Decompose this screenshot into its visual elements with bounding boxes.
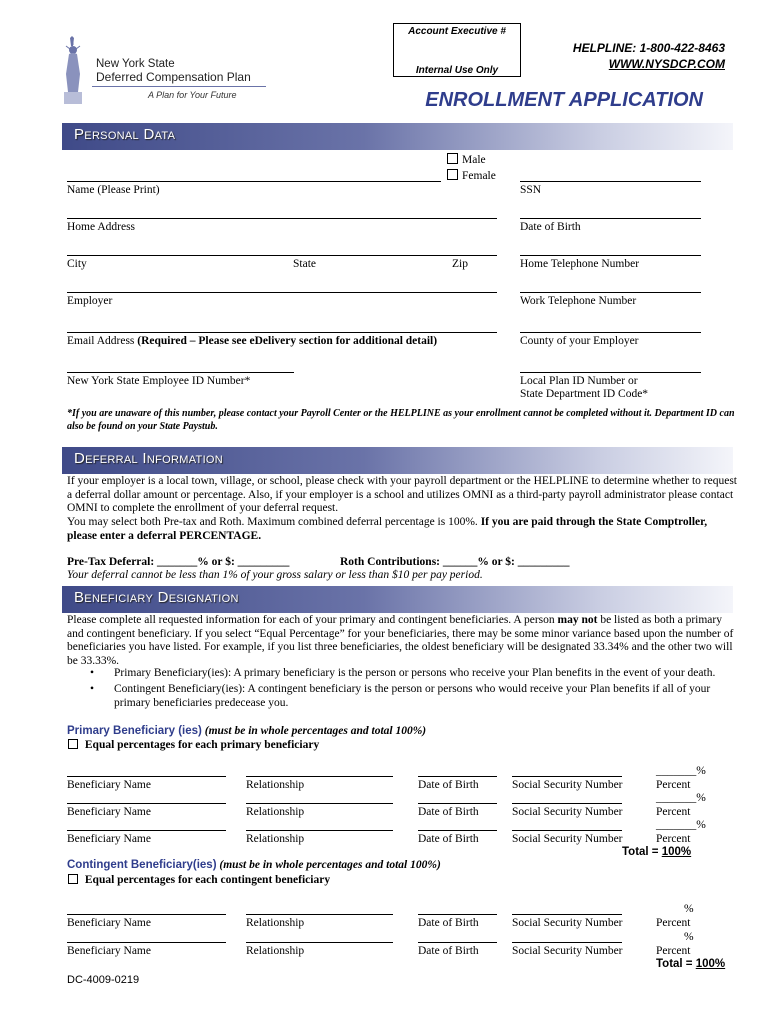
beneficiary-name-field[interactable] (67, 830, 226, 831)
beneficiary-name-label: Beneficiary Name (67, 833, 151, 845)
deferral-minimum-note: Your deferral cannot be less than 1% of your gross salary or less than $10 per pay period. (67, 569, 483, 581)
relationship-label: Relationship (246, 833, 305, 845)
tagline: A Plan for Your Future (148, 90, 237, 100)
beneficiary-name-field[interactable] (67, 776, 226, 777)
primary-beneficiary-heading: Primary Beneficiary (ies) (must be in whole percentages and total 100%) (67, 725, 427, 737)
social-security-number-field[interactable] (512, 914, 622, 915)
employee-id-footnote: *If you are unaware of this number, please contact your Payroll Center or the HELPLINE as your enrollment cannot be completed without it. Department ID can also be found on your State Paystub. (67, 408, 735, 432)
logo-line2: Deferred Compensation Plan (96, 70, 251, 84)
beneficiary-name-field[interactable] (67, 942, 226, 943)
relationship-field[interactable] (246, 914, 393, 915)
beneficiary-name-label: Beneficiary Name (67, 779, 151, 791)
contingent-beneficiary-heading: Contingent Beneficiary(ies) (must be in whole percentages and total 100%) (67, 859, 441, 871)
percent-label: Percent (656, 945, 691, 957)
relationship-label: Relationship (246, 779, 305, 791)
date-of-birth-label: Date of Birth (418, 806, 479, 818)
deferral-information-header: Deferral Information (62, 447, 733, 474)
local-plan-id-field[interactable] (520, 372, 701, 373)
beneficiary-designation-header: Beneficiary Designation (62, 586, 733, 613)
percent-field[interactable]: _______% (656, 792, 706, 804)
percent-field[interactable]: _______% (656, 819, 706, 831)
date-of-birth-field[interactable] (418, 914, 497, 915)
date-of-birth-label: Date of Birth (418, 917, 479, 929)
home-phone-field[interactable] (520, 255, 701, 256)
pretax-deferral-field[interactable]: Pre-Tax Deferral: _______% or $: _________ (67, 556, 290, 568)
beneficiary-name-label: Beneficiary Name (67, 945, 151, 957)
email-field[interactable] (67, 332, 497, 333)
female-checkbox[interactable]: Female (447, 169, 496, 182)
social-security-number-label: Social Security Number (512, 945, 623, 957)
zip-label: Zip (452, 258, 468, 270)
beneficiary-intro: Please complete all requested information for each of your primary and contingent beneficiaries. A person may not be listed as both a primary and contingent beneficiary. If you select “Equal Percentage” for your beneficiaries, there may be some minor variance based upon the number of beneficiaries you have listed. For example, if you list three beneficiaries, the oldest beneficiary will be designated 33.34% and the other two will be 33.33%. (67, 614, 734, 667)
social-security-number-label: Social Security Number (512, 779, 623, 791)
date-of-birth-field[interactable] (418, 803, 497, 804)
percent-label: Percent (656, 779, 691, 791)
city-state-zip-field[interactable] (67, 255, 497, 256)
male-checkbox[interactable]: Male (447, 153, 486, 166)
social-security-number-label: Social Security Number (512, 917, 623, 929)
social-security-number-label: Social Security Number (512, 806, 623, 818)
home-address-field[interactable] (67, 218, 497, 219)
date-of-birth-label: Date of Birth (418, 945, 479, 957)
relationship-label: Relationship (246, 917, 305, 929)
relationship-label: Relationship (246, 945, 305, 957)
home-phone-label: Home Telephone Number (520, 258, 640, 270)
logo-line1: New York State (96, 58, 175, 70)
employer-field[interactable] (67, 292, 497, 293)
percent-field[interactable]: % (684, 931, 694, 943)
beneficiary-name-field[interactable] (67, 803, 226, 804)
beneficiary-name-field[interactable] (67, 914, 226, 915)
social-security-number-field[interactable] (512, 942, 622, 943)
county-label: County of your Employer (520, 335, 639, 347)
male-checkbox-box[interactable] (447, 153, 458, 164)
email-note: (Required – Please see eDelivery section for additional detail) (137, 335, 438, 347)
statue-of-liberty-icon (58, 36, 88, 104)
account-executive-label: Account Executive # (408, 26, 506, 37)
employee-id-label: New York State Employee ID Number* (67, 375, 251, 387)
contingent-total: Total = 100% (656, 958, 726, 970)
beneficiary-name-label: Beneficiary Name (67, 806, 151, 818)
helpline: HELPLINE: 1-800-422-8463 (572, 41, 725, 55)
relationship-field[interactable] (246, 830, 393, 831)
work-phone-label: Work Telephone Number (520, 295, 637, 307)
form-number: DC-4009-0219 (67, 974, 140, 986)
may-not-bold: may not (557, 614, 598, 626)
name-label: Name (Please Print) (67, 184, 160, 196)
county-field[interactable] (520, 332, 701, 333)
date-of-birth-field[interactable] (418, 942, 497, 943)
city-label: City (67, 258, 87, 270)
state-dept-id-label: State Department ID Code* (520, 388, 649, 400)
email-label: Email Address (Required – Please see eDelivery section for additional detail) (67, 335, 438, 347)
contingent-equal-checkbox[interactable]: Equal percentages for each contingent beneficiary (68, 874, 330, 886)
social-security-number-field[interactable] (512, 776, 622, 777)
name-field[interactable] (67, 181, 441, 182)
social-security-number-field[interactable] (512, 803, 622, 804)
date-of-birth-field[interactable] (418, 830, 497, 831)
percent-label: Percent (656, 806, 691, 818)
internal-use-label: Internal Use Only (415, 65, 499, 76)
beneficiary-name-label: Beneficiary Name (67, 917, 151, 929)
employer-label: Employer (67, 295, 113, 307)
ssn-label: SSN (520, 184, 542, 196)
primary-total: Total = 100% (622, 846, 692, 858)
work-phone-field[interactable] (520, 292, 701, 293)
percent-label: Percent (656, 917, 691, 929)
social-security-number-field[interactable] (512, 830, 622, 831)
relationship-field[interactable] (246, 803, 393, 804)
roth-contribution-field[interactable]: Roth Contributions: ______% or $: _________ (340, 556, 570, 568)
deferral-note: You may select both Pre-tax and Roth. Maximum combined deferral percentage is 100%. If you are paid through the State Comptroller, please enter a deferral PERCENTAGE. (67, 516, 708, 542)
date-of-birth-field[interactable] (418, 776, 497, 777)
percent-field[interactable]: _______% (656, 765, 706, 777)
primary-equal-checkbox-box[interactable] (68, 739, 78, 749)
primary-equal-checkbox[interactable]: Equal percentages for each primary beneficiary (68, 739, 319, 751)
relationship-field[interactable] (246, 776, 393, 777)
state-label: State (293, 258, 316, 270)
dob-label: Date of Birth (520, 221, 581, 233)
date-of-birth-label: Date of Birth (418, 833, 479, 845)
deferral-note-bold: If you are paid through the State Comptroller, please enter a deferral PERCENTAGE. (67, 516, 708, 542)
date-of-birth-label: Date of Birth (418, 779, 479, 791)
contingent-equal-checkbox-box[interactable] (68, 874, 78, 884)
female-checkbox-box[interactable] (447, 169, 458, 180)
account-executive-box[interactable] (393, 23, 521, 77)
percent-field[interactable]: % (684, 903, 694, 915)
ssn-field[interactable] (520, 181, 701, 182)
personal-data-header: Personal Data (62, 123, 733, 150)
website-link[interactable]: WWW.NYSDCP.COM (608, 57, 725, 71)
page-title: ENROLLMENT APPLICATION (425, 89, 703, 111)
local-plan-id-label: Local Plan ID Number or (520, 375, 638, 387)
percent-label: Percent (656, 833, 691, 845)
relationship-field[interactable] (246, 942, 393, 943)
social-security-number-label: Social Security Number (512, 833, 623, 845)
relationship-label: Relationship (246, 806, 305, 818)
deferral-intro: If your employer is a local town, village, or school, please check with your payroll department or the HELPLINE to determine whether to request a deferral dollar amount or percentage. Also, if your employer is a school and utilizes OMNI as a third-party payroll administrator please contact OMNI to complete the enrollment of your deferral request. (67, 475, 737, 514)
home-address-label: Home Address (67, 221, 136, 233)
dob-field[interactable] (520, 218, 701, 219)
employee-id-field[interactable] (67, 372, 294, 373)
